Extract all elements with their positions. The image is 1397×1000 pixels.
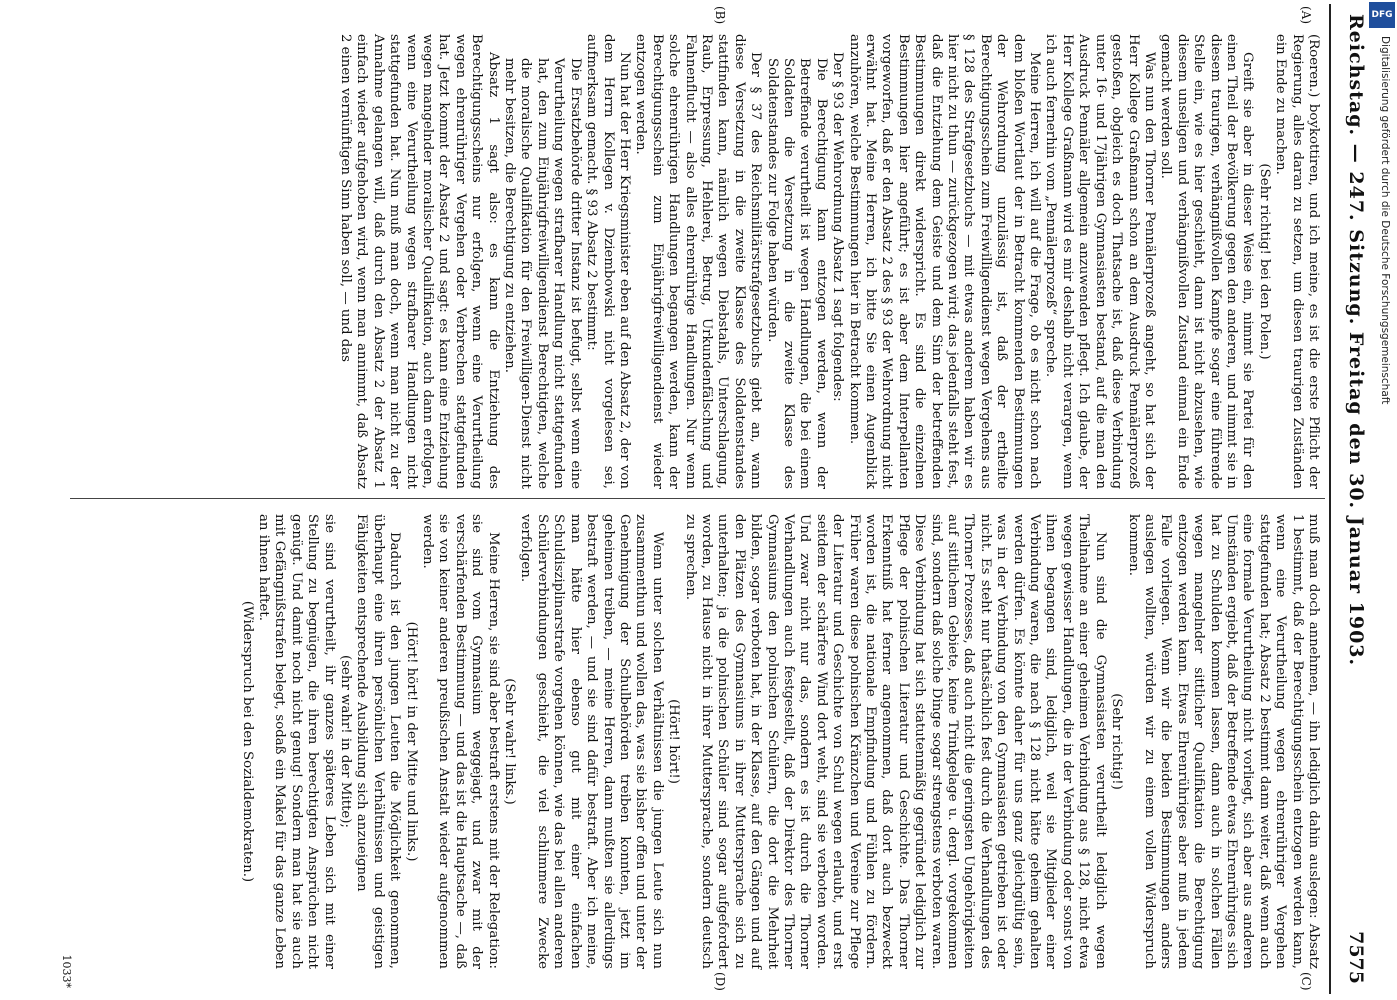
margin-mark-c: (C) [1299, 972, 1313, 991]
header-rule [1329, 4, 1331, 994]
interjection: (Sehr richtig!) [1109, 693, 1125, 790]
paragraph: Absatz 1 sagt also: es kann die Entziehung des Berechtigungsscheins nur erfolgen, wenn eine Verurtheilung wegen ehrenrühriger Vergehen oder Verbrechen stattgefunden hat. Jetzt kommt der Absatz 2 und sagt: es kann eine Entziehung wegen mangelnder moralischer Qualifikation, auch dann erfolgen, wenn eine Verurtheilung wegen strafbarer Handlungen nicht stattgefunden hat. Nun muß man doch, wenn man nicht zu der Annahme gelangen will, daß durch den Absatz 2 der Absatz 1 einfach wieder aufgehoben wird, wenn man annimmt, daß Absatz 2 einen vernünftigen Sinn haben soll, — und das [338, 34, 501, 489]
page-number: 7575 [1345, 931, 1367, 984]
paragraph: sie sind verurtheilt, ihr ganzes späteres Leben sich mit einer Stellung zu begnügen, die ihren berechtigten Ansprüchen nicht genügt. Und damit noch nicht genug! Sondern man hat sie auch mit Gefängnißstrafen belegt, sodaß ein Makel für das ganze Leben an ihnen haftet. [256, 514, 337, 969]
paragraph: Nun sind die Gymnasiasten verurtheilt lediglich wegen Theilnahme an einer geheimen Verbindung aus § 128, nicht etwa wegen gewisser Handlungen, die in der Verbindung oder sonst von ihnen begangen sind, lediglich, weil sie Mitglieder einer Verbindung waren, die nach § 128 nicht hätte geheim gehalten werden dürfen. Es könnte daher für uns ganz gleichgültig sein, was in der Verbindung von den Gymnasiasten getrieben ist oder nicht. Es steht nur thatsächlich fest durch die Verhandlungen des Thorner Prozesses, daß auch nicht die geringsten Ungehörigkeiten auf sittlichem Gebiete, keine Trinkgelage u. dergl. vorgekommen sind, sondern daß solche Dinge sogar strengstens verboten waren. Diese Verbindung hat sich statutenmäßig gegründet lediglich zur Pflege der polnischen Literatur und Geschichte. Das Thorner Erkenntniß hat ferner angenommen, daß dort auch bezweckt worden ist, die nationale Empfindung und Fühlen zu fördern. Früher waren diese polnischen Kränzchen und Vereine zur Pflege der Literatur und Geschichte von Schul wegen erlaubt, und erst seitdem der schärfere Wind dort weht, sind sie verboten worden. Und zwar nicht nur das, sondern es ist durch die Thorner Verhandlungen auch festgestellt, daß der Direktor des Thorner Gymnasiums den polnischen Schülern, die dort die Mehrheit bilden, sogar verboten hat, in der Klasse, auf den Gängen und auf den Plätzen des Gymnasiums in ihrer Muttersprache sich zu unterhalten; ja die polnischen Schüler sind sogar aufgefordert worden, zu Hause nicht in ihrer Muttersprache, sondern deutsch zu sprechen. [682, 514, 1108, 969]
paragraph: Greift sie aber in dieser Weise ein, nimmt sie Partei für den einen Theil der Bevölkerung gegen den anderen, und nimmt sie in diesem traurigen, verhängnißvollen Kampfe sogar eine führende Stelle ein, wie es hier geschieht, dann ist nicht abzusehen, wie diesem unseligen und verhängnißvollen Zustand einmal ein Ende gemacht werden soll. [1158, 34, 1256, 489]
print-stamp: 1033* [60, 954, 73, 988]
interjection: (sehr wahr! in der Mitte); [338, 655, 354, 828]
paragraph: Wenn unter solchen Verhältnissen die jungen Leute sich nun zusammenthun und wollen das, was sie bisher offen und unter der Genehmigung der Schulbehörden treiben konnten, jetzt im geheimen treiben, — meine Herren, dann mußten sie allerdings bestraft werden, — und sie sind dafür bestraft. Aber ich meine, man hätte hier ebenso gut mit einer einfachen Schuldisziplinarstrafe vorgehen können, wie das bei allen anderen Schülerverbindungen geschieht, die viel schlimmere Zwecke verfolgen. [518, 514, 665, 969]
paragraph: Meine Herren, sie sind aber bestraft erstens mit der Relegation: sie sind vom Gymnasium weggejagt, und zwar mit der verschärfenden Bestimmung — und das ist die Hauptsache —, daß sie von keiner anderen preußischen Anstalt wieder aufgenommen werden. [420, 514, 501, 969]
right-text-column [238, 514, 1321, 969]
interjection: (Hört! hört! in der Mitte und links.) [403, 621, 419, 862]
paragraph: Der § 37 des Reichsmilitärstrafgesetzbuchs giebt an, wann diese Versetzung in die zweite Klasse des Soldatenstandes stattfinden kann, nämlich wegen Diebstahls, Unterschlagung, Raub, Erpressung, Hehlerei, Betrug, Urkundenfälschung und Fahnenflucht — also alles ehrenrührige Handlungen. Nur wenn solche ehrenrührigen Handlungen begangen werden, kann der Berechtigungsschein zum Einjährigfreiwilligendienst wieder entzogen werden. [633, 34, 764, 489]
paragraph: Meine Herren, ich will auf die Frage, ob es nicht schon nach dem bloßen Wortlaut der in Betracht kommenden Bestimmungen der Wehrordnung unzulässig ist, daß der ertheilte Berechtigungsschein zum Freiwilligendienst wegen Vergehens aus § 128 des Strafgesetzbuchs — mit etwas anderem haben wir es hier nicht zu thun — zurückgezogen wird; das jedenfalls steht fest, daß die Entziehung dem Geiste und dem Sinn der betreffenden Bestimmungen direkt widerspricht. Es sind die einzelnen Bestimmungen hier angeführt; es ist aber dem Interpellanten vorgeworfen, daß er den Absatz 2 des § 93 der Wehrordnung nicht erwähnt hat. Meine Herren, ich bitte Sie einen Augenblick anzuhören, welche Bestimmungen hier in Betracht kommen. [846, 34, 1043, 489]
margin-mark-a: (A) [1299, 6, 1313, 25]
paragraph: Der § 93 der Wehrordnung Absatz 1 sagt folgendes: [830, 52, 846, 402]
column-divider [70, 498, 1325, 499]
funding-notice: Digitalisierung gefördert durch die Deutsche Forschungsgemeinschaft [1379, 36, 1391, 405]
paragraph: (Roeren.) boykottiren, und ich meine, es ist die erste Pflicht der Regierung, alles daran zu setzen, um diesen traurigen Zuständen ein Ende zu machen. [1273, 34, 1321, 489]
header-date: Freitag den 30. Januar 1903. [1345, 331, 1367, 667]
paragraph: muß man doch annehmen, — ihn lediglich dahin auslegen: Absatz 1 bestimmt, daß der Berechtigungsschein entzogen werden kann, wenn eine Verurtheilung wegen ehrenrühriger Vergehen stattgefunden hat; Absatz 2 bestimmt dann weiter, daß wenn auch eine formale Verurtheilung nicht vorliegt, sich aber aus anderen Umständen ergiebt, daß der Betreffende etwas Ehrenrühriges sich hat zu Schulden kommen lassen, dann auch in solchen Fällen wegen mangelnder sittlicher Qualifikation die Berechtigung entzogen werden kann. Etwas Ehrenrühriges aber muß in jedem Falle vorliegen. Wenn wir die beiden Bestimmungen anders auslegen wollten, würden wir zu einem vollen Widerspruch kommen. [1125, 514, 1321, 969]
interjection: (Sehr richtig! bei den Polen.) [1256, 163, 1272, 360]
margin-mark-d: (D) [713, 972, 727, 991]
margin-mark-b: (B) [713, 6, 727, 25]
interjection: (Sehr wahr! links.) [502, 678, 518, 805]
paragraph: Die Ersatzbehörde dritter Instanz ist befugt, selbst wenn eine Verurtheilung wegen strafbarer Handlung nicht stattgefunden hat, den zum Einjährigfreiwilligendienst Berechtigten, welche die moralische Qualifikation für den Freiwilligen-Dienst nicht mehr besitzen, die Berechtigung zu entziehen. [502, 58, 583, 489]
dfg-logo-icon: DFG [1369, 2, 1395, 28]
digitization-sidebar [1367, 0, 1397, 1000]
paragraph: Dadurch ist den jungen Leuten die Möglichkeit genommen, überhaupt eine ihren persönlichen Verhältnissen und geistigen Fähigkeiten entsprechende Ausbildung sich anzueignen [354, 514, 403, 969]
interjection: (Widerspruch bei den Sozialdemokraten.) [239, 600, 255, 883]
left-text-column [337, 34, 1321, 489]
document-page [60, 4, 1375, 994]
paragraph: Die Berechtigung kann entzogen werden, wenn der Betreffende verurtheilt ist wegen Handlungen, die bei einem Soldaten die Versetzung in die zweite Klasse des Soldatenstandes zur Folge haben würden. [764, 58, 829, 489]
header-left: Reichstag. — 247. Sitzung. [1345, 14, 1367, 326]
paragraph: Was nun den Thorner Pennälerprozeß angeht, so hat sich der Herr Kollege Graßmann schon an dem Ausdruck Pennälerprozeß gestoßen, obgleich es doch Thatsache ist, daß diese Verbindung unter 16- und 17jährigen Gymnasiasten bestand, auf die man den Ausdruck Pennäler allgemein anzuwenden pflegt. Ich glaube, der Herr Kollege Graßmann wird es mir deshalb nicht verargen, wenn ich auch fernerhin vom „Pennälerprozeß“ spreche. [1043, 34, 1157, 489]
paragraph: Nun hat der Herr Kriegsminister eben auf den Absatz 2, der von dem Herrn Kollegen v. Dziembowski nicht vorgelesen sei, aufmerksam gemacht. § 93 Absatz 2 bestimmt: [584, 34, 632, 489]
interjection: (Hört! hört!) [666, 699, 682, 784]
